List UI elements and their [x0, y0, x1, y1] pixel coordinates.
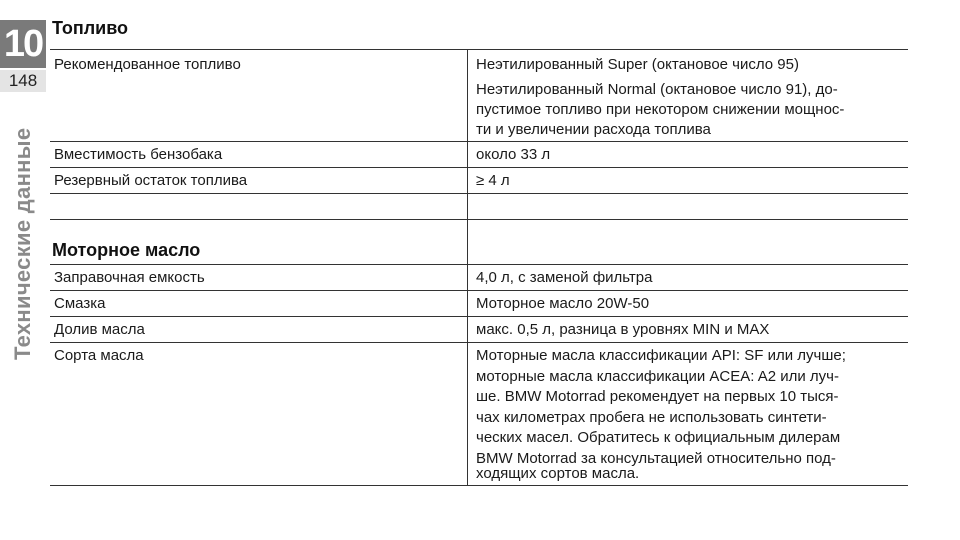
oil-value-grades-line: ческих масел. Обратитесь к официальным дилерам [476, 429, 841, 446]
fuel-value-normal-line: пустимое топливо при некотором снижении мощнос- [476, 101, 845, 118]
table-rule [50, 141, 908, 142]
oil-value-grades-line: моторные масла классификации ACEA: A2 или луч- [476, 367, 839, 385]
page-number: 148 [0, 70, 46, 92]
fuel-value-super: Неэтилированный Super (октановое число 95) [476, 56, 799, 73]
table-rule [50, 167, 908, 168]
oil-value-grades-line: BMW Motorrad за консультацией относительно под- [476, 449, 836, 467]
table-rule [50, 342, 908, 343]
table-rule [50, 485, 908, 486]
fuel-value-normal-line: Неэтилированный Normal (октановое число 91), до- [476, 81, 838, 98]
oil-heading: Моторное масло [52, 240, 201, 260]
fuel-label-recommended: Рекомендованное топливо [54, 56, 241, 73]
oil-value-grades-line: ше. BMW Motorrad рекомендует на первых 10 тыся- [476, 388, 839, 405]
fuel-value-reserve: ≥ 4 л [476, 172, 510, 189]
table-rule [50, 264, 908, 265]
oil-value-topup: макс. 0,5 л, разница в уровнях MIN и MAX [476, 321, 770, 338]
oil-label-topup: Долив масла [54, 321, 145, 338]
column-divider [467, 49, 468, 485]
oil-value-grades-line: Моторные масла классификации API: SF или лучше; [476, 347, 846, 364]
oil-value-grades-line: ходящих сортов масла. [476, 465, 640, 482]
oil-label-grades: Сорта масла [54, 347, 144, 364]
oil-value-grades-line: чах километрах пробега не использовать синтети- [476, 408, 827, 426]
oil-label-capacity: Заправочная емкость [54, 269, 205, 286]
oil-value-lubrication: Моторное масло 20W-50 [476, 295, 650, 312]
table-rule [50, 316, 908, 317]
table-rule [50, 219, 908, 220]
fuel-heading: Топливо [52, 18, 129, 38]
oil-value-capacity: 4,0 л, с заменой фильтра [476, 269, 653, 286]
fuel-label-tank: Вместимость бензобака [54, 146, 223, 163]
chapter-number: 10 [0, 20, 46, 68]
chapter-title-vertical: Технические данные [10, 127, 35, 360]
oil-label-lubrication: Смазка [54, 295, 106, 312]
fuel-value-normal-line: ти и увеличении расхода топлива [476, 121, 711, 138]
fuel-label-reserve: Резервный остаток топлива [54, 172, 248, 189]
fuel-value-tank: около 33 л [476, 146, 551, 163]
table-rule [50, 290, 908, 291]
table-rule [50, 193, 908, 194]
table-rule [50, 49, 908, 50]
